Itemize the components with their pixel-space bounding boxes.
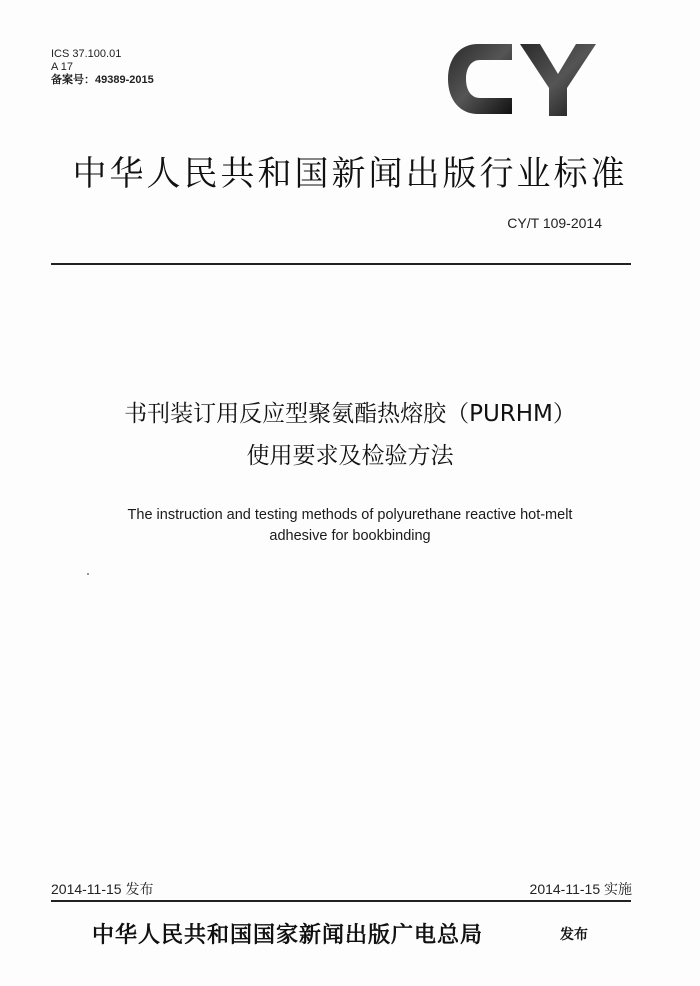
classification-block (51, 48, 154, 87)
publisher-name: 中华人民共和国国家新闻出版广电总局 (92, 923, 484, 948)
chinese-title-line-1: 书刊装订用反应型聚氨酯热熔胶（PURHM） (124, 401, 576, 427)
english-title-line-2: adhesive for bookbinding (269, 528, 431, 544)
ics-code: ICS 37.100.01 (51, 48, 122, 60)
logo-letter-y (520, 44, 596, 116)
standard-number: CY/T 109-2014 (507, 215, 602, 231)
top-divider (51, 263, 631, 265)
category-code: A 17 (51, 61, 74, 73)
implementation-date: 2014-11-15 实施 (529, 881, 632, 897)
publish-label: 发布 (560, 927, 588, 943)
issuer-title: 中华人民共和国新闻出版行业标准 (72, 154, 628, 194)
english-title (0, 505, 700, 547)
english-title-line-1: The instruction and testing methods of polyurethane reactive hot-melt (127, 507, 573, 523)
issue-date: 2014-11-15 发布 (51, 881, 154, 897)
logo-letter-c (448, 44, 512, 114)
cy-logo (440, 36, 600, 122)
bottom-divider (51, 900, 631, 902)
scan-speck (87, 573, 89, 575)
chinese-title (0, 393, 700, 477)
filing-number: 备案号：49389-2015 (51, 74, 154, 86)
chinese-title-line-2: 使用要求及检验方法 (246, 443, 454, 469)
